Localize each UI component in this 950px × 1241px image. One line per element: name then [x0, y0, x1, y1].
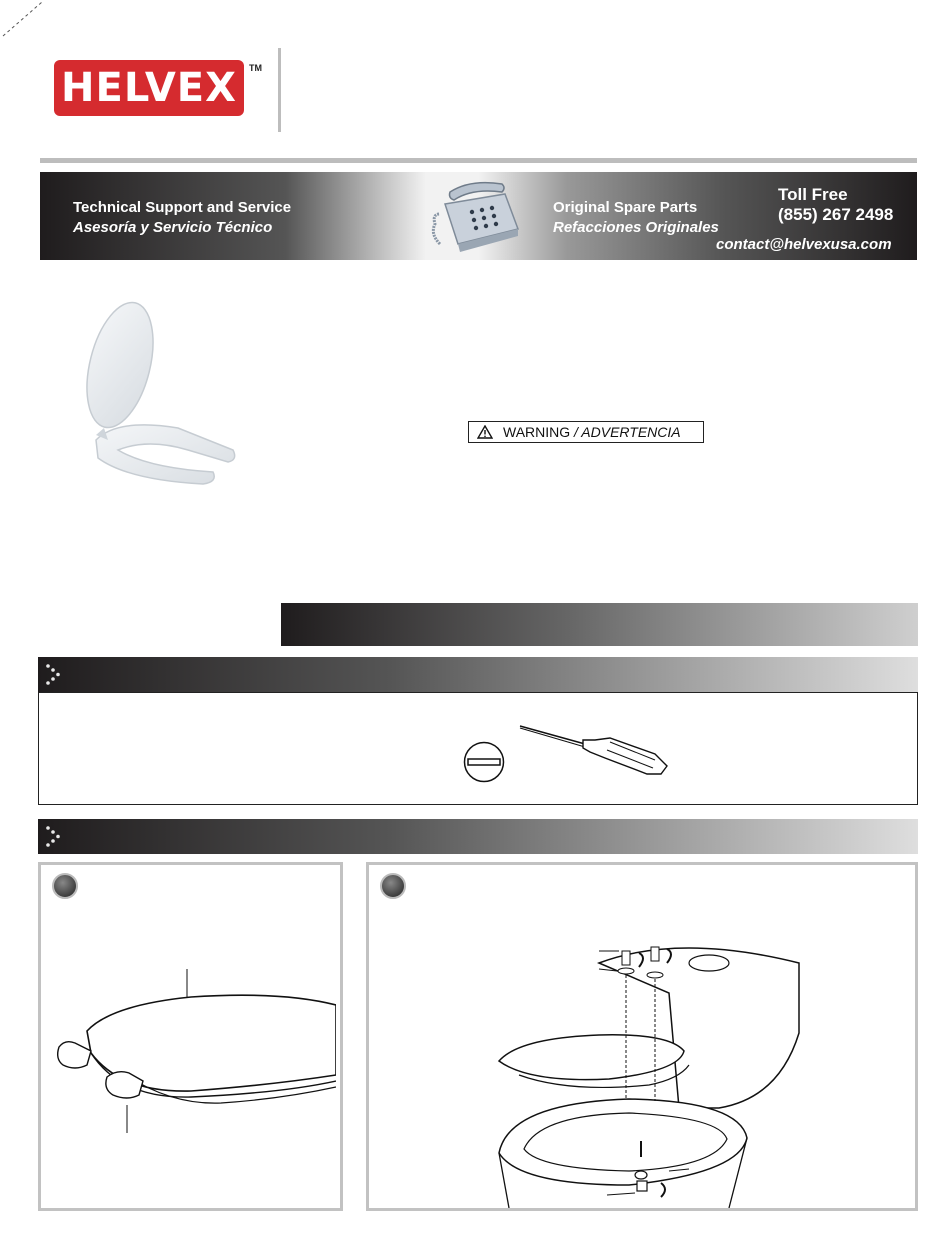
header-divider [278, 48, 281, 132]
section-bar-tools [38, 657, 918, 692]
support-title-en: Technical Support and Service [73, 199, 292, 216]
crop-mark [0, 0, 45, 40]
support-title-es: Asesoría y Servicio Técnico [73, 219, 273, 236]
parts-title-en: Original Spare Parts [553, 199, 698, 216]
toilet-installation-drawing [479, 923, 809, 1208]
telephone-icon [410, 174, 530, 258]
toilet-seat-photo [78, 300, 248, 490]
toilet-seat-drawing [51, 955, 336, 1145]
toll-free-label: Toll Free [778, 185, 848, 204]
step-marker-2 [380, 873, 406, 899]
trademark-mark: TM [249, 63, 262, 73]
step-panel-2 [366, 862, 918, 1211]
warning-box [468, 421, 704, 443]
logo-text: HELVEX [61, 65, 237, 111]
toll-free-phone: (855) 267 2498 [778, 205, 894, 224]
chevron-dots-icon [44, 824, 64, 849]
screwdriver-icon [515, 718, 675, 778]
parts-title-es: Refacciones Originales [553, 219, 719, 236]
step-marker-1 [52, 873, 78, 899]
flathead-screw-icon [463, 741, 505, 783]
warning-label-es: / ADVERTENCIA [570, 424, 681, 440]
contact-email[interactable]: contact@helvexusa.com [716, 236, 892, 253]
warning-label: WARNING [503, 424, 571, 440]
header-rule [40, 158, 917, 163]
step-panel-1 [38, 862, 343, 1211]
section-bar-installation [38, 819, 918, 854]
chevron-dots-icon [44, 662, 64, 687]
warning-triangle-icon [477, 425, 493, 439]
helvex-logo [54, 60, 244, 116]
title-bar [281, 603, 918, 646]
